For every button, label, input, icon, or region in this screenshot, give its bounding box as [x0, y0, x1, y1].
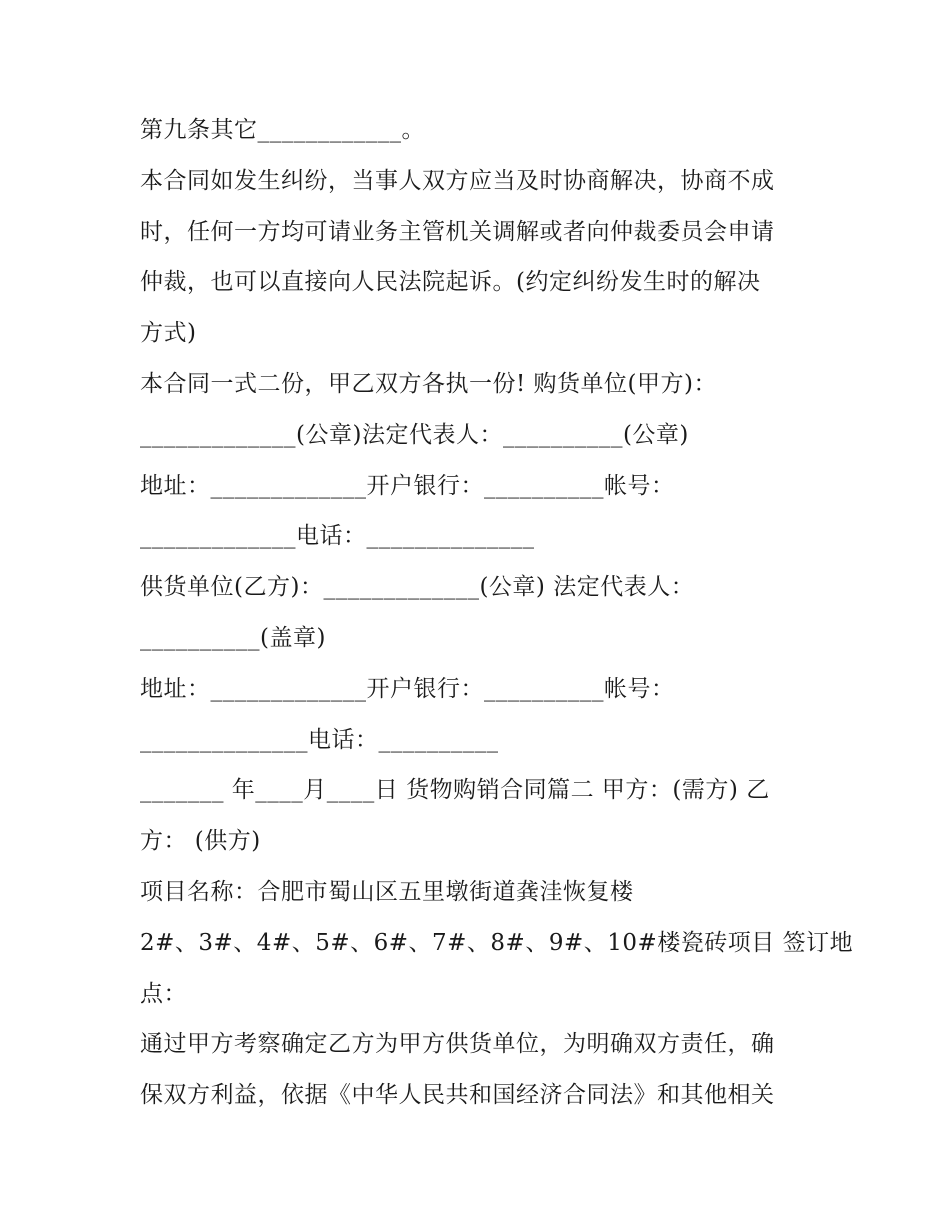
document-body	[140, 105, 854, 1121]
date-contract-two-header: _______ 年____月____日 货物购销合同篇二 甲方：(需方) 乙	[140, 777, 770, 804]
supplier-address-bank: 地址：_____________开户银行：__________帐号：	[140, 675, 675, 702]
dispute-text-line-3: 仲裁，也可以直接向人民法院起诉。(约定纠纷发生时的解决	[140, 269, 761, 296]
buyer-account-phone: _____________电话：______________	[140, 523, 535, 550]
project-buildings: 2#、3#、4#、5#、6#、7#、8#、9#、10#楼瓷砖项目 签订地	[140, 929, 854, 956]
dispute-text-line-2: 时，任何一方均可请业务主管机关调解或者向仲裁委员会申请	[140, 218, 775, 245]
preamble-line-2: 保双方利益，依据《中华人民共和国经济合同法》和其他相关	[140, 1082, 775, 1109]
dispute-text-line-1: 本合同如发生纠纷，当事人双方应当及时协商解决，协商不成	[140, 167, 775, 194]
buyer-seal-representative: _____________(公章)法定代表人：__________(公章)	[140, 421, 689, 448]
supplier-account-phone: ______________电话：__________	[140, 726, 499, 753]
party-b-supplier: 方： (供方)	[140, 828, 261, 855]
preamble-line-1: 通过甲方考察确定乙方为甲方供货单位，为明确双方责任，确	[140, 1031, 775, 1058]
clause-nine-other: 第九条其它____________。	[140, 117, 425, 143]
copies-buyer-line: 本合同一式二份，甲乙双方各执一份! 购货单位(甲方)：	[140, 370, 717, 397]
supplier-seal-representative: 供货单位(乙方)：_____________(公章) 法定代表人：	[140, 574, 695, 601]
project-name: 项目名称：合肥市蜀山区五里墩街道龚洼恢复楼	[140, 878, 634, 905]
buyer-address-bank: 地址：_____________开户银行：__________帐号：	[140, 472, 675, 499]
dispute-text-line-4: 方式)	[140, 320, 197, 347]
supplier-stamp: __________(盖章)	[140, 624, 326, 651]
signing-place: 点：	[140, 980, 187, 1007]
